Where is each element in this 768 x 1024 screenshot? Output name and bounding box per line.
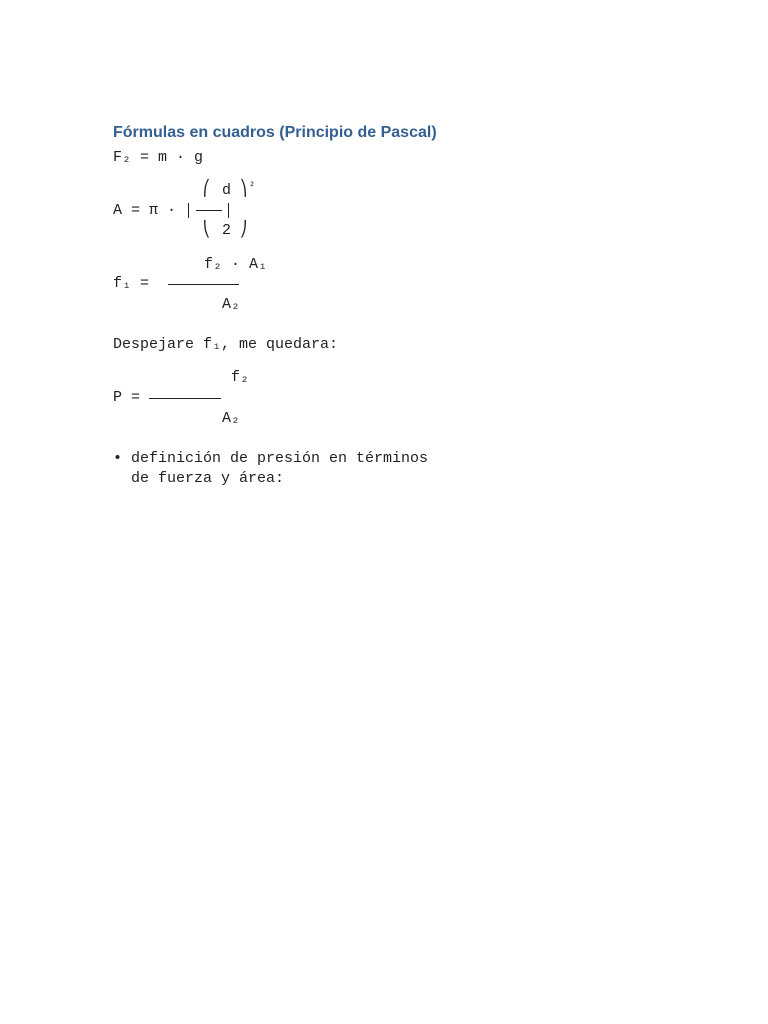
equation-area-lhs: A = π · — [113, 202, 177, 219]
equation-area-denominator: 2 — [222, 222, 232, 239]
equation-area-fraction-line — [196, 210, 222, 211]
equation-pressure-numerator: f₂ — [231, 369, 250, 386]
equation-force: F₂ = m · g — [113, 149, 204, 166]
equation-f1-lhs: f₁ = — [113, 275, 150, 292]
bullet-marker: • — [113, 450, 123, 467]
equation-pressure-lhs: P = — [113, 389, 141, 406]
equation-area-bar-left — [188, 203, 189, 218]
equation-pressure-denominator: A₂ — [222, 410, 241, 427]
equation-area-paren-top-left: ⎛ — [202, 181, 212, 198]
equation-area-bar-right — [228, 203, 229, 218]
equation-f1-numerator: f₂ · A₁ — [204, 256, 268, 273]
equation-f1-denominator: A₂ — [222, 296, 241, 313]
equation-area-paren-top-right: ⎞ — [239, 181, 249, 198]
equation-area-paren-bot-left: ⎝ — [202, 222, 212, 239]
equation-area-numerator: d — [222, 182, 232, 199]
heading: Fórmulas en cuadros (Principio de Pascal) — [113, 124, 437, 141]
equation-f1-fraction-line — [168, 284, 239, 285]
bullet-text-line-1: definición de presión en términos — [131, 450, 429, 467]
equation-area-exponent: ² — [249, 182, 256, 193]
bullet-text-line-2: de fuerza y área: — [131, 470, 285, 487]
equation-area-paren-bot-right: ⎠ — [239, 222, 249, 239]
paragraph-despejar: Despejare f₁, me quedara: — [113, 336, 339, 353]
equation-pressure-fraction-line — [149, 398, 221, 399]
